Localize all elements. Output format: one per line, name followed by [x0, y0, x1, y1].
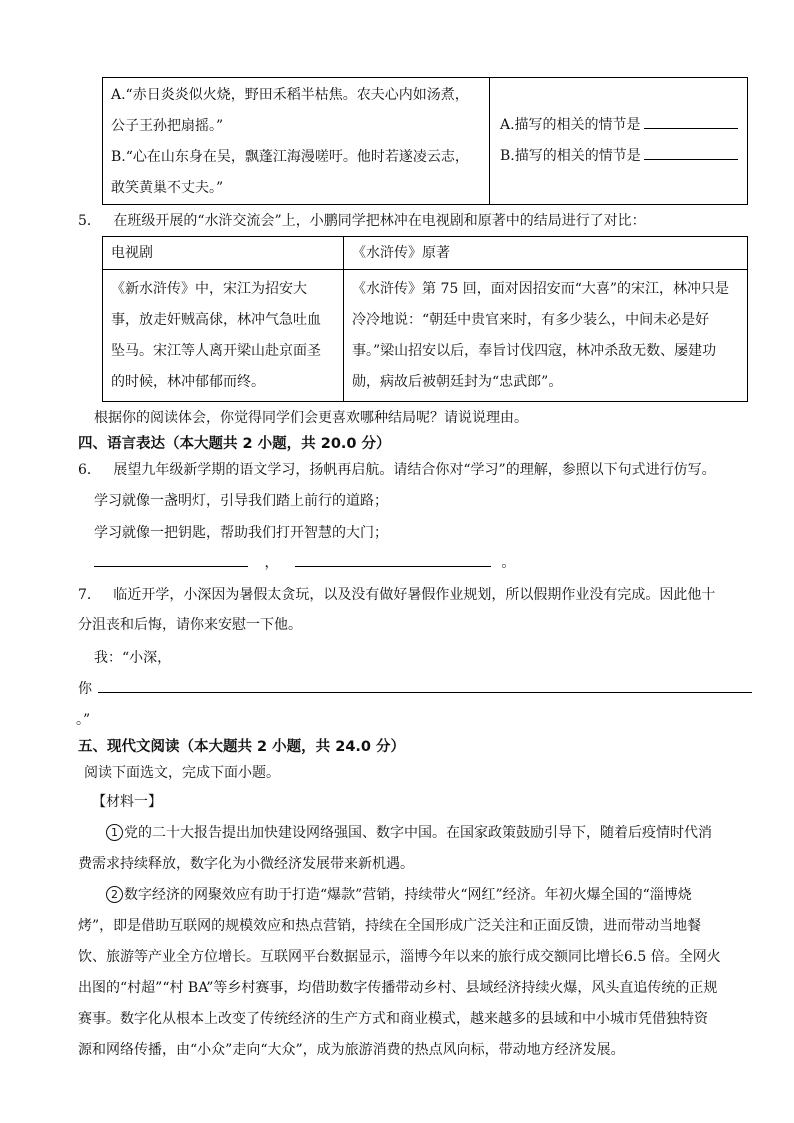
answer-a-blank[interactable]: [644, 127, 738, 129]
paragraph-2-line: 源和网络传播，由“小众”走向“大众”，成为旅游消费的热点风向标，带动地方经济发展。: [78, 1042, 625, 1058]
tv-ending-line: 《新水浒传》中，宋江为招安大: [111, 281, 307, 297]
question-7-line-2: 分沮丧和后悔，请你来安慰一下他。: [78, 617, 302, 633]
answer-a-label: A.描写的相关的情节是: [500, 117, 641, 133]
table-header-novel: 《水浒传》原著: [344, 237, 748, 270]
question-5: [78, 210, 646, 230]
paragraph-text: 党的二十大报告提出加快建设网络强国、数字中国。在国家政策鼓励引导下，随着后疫情时代消: [124, 825, 712, 841]
novel-ending-cell: [344, 270, 748, 402]
poem-line: 公子王孙把扇摇。”: [111, 118, 224, 134]
question-6: [78, 459, 716, 479]
example-sentence-1: 学习就像一盏明灯，引导我们踏上前行的道路；: [94, 493, 388, 509]
table-header-tv: 电视剧: [103, 237, 344, 270]
poem-line: B.“心在山东身在吴，飘蓬江海漫嗟吁。他时若遂凌云志，: [111, 149, 469, 165]
you-label: 你: [78, 681, 92, 697]
paragraph-number-2: 2: [106, 886, 123, 903]
question-5-prompt: 根据你的阅读体会，你觉得同学们会更喜欢哪种结局呢？请说说理由。: [94, 410, 528, 426]
poem-cell: [103, 78, 490, 205]
novel-ending-line: 事。”梁山招安以后，奉旨讨伐四寇，林冲杀敌无数、屡建功: [352, 343, 717, 359]
paragraph-number-1: 1: [106, 824, 123, 841]
plot-answer-cell: [490, 78, 748, 205]
poem-line: 敢笑黄巢不丈夫。”: [111, 180, 224, 196]
question-number: 7．: [78, 587, 101, 603]
speech-close: 。”: [76, 712, 91, 728]
question-text: 临近开学，小深因为暑假太贪玩，以及没有做好暑假作业规划，所以假期作业没有完成。因此他十: [113, 587, 716, 603]
imitation-answer-row: [94, 552, 515, 572]
poem-table: [102, 77, 748, 205]
tv-ending-line: 的时候，林冲郁郁而终。: [111, 374, 265, 390]
section-4-title: 四、语言表达（本大题共 2 小题，共 20.0 分）: [78, 436, 391, 452]
answer-b-blank[interactable]: [644, 158, 738, 160]
paragraph-2-line: 饮、旅游等产业全方位增长。互联网平台数据显示，淄博今年以来的旅行成交额同比增长6.5 倍。全网火: [78, 949, 721, 965]
imitation-blank-1[interactable]: [94, 565, 248, 567]
paragraph-text: 数字经济的网聚效应有助于打造“爆款”营销，持续带火“网红”经济。年初火爆全国的“淄博烧: [124, 887, 692, 903]
example-sentence-2: 学习就像一把钥匙，帮助我们打开智慧的大门；: [94, 525, 388, 541]
paragraph-2-line: [106, 884, 692, 904]
novel-ending-line: 冷冷地说：“朝廷中贵官来时，有多少装么，中间未必是好: [352, 312, 710, 328]
paragraph-1-line: [106, 822, 712, 842]
comfort-answer-blank[interactable]: [98, 691, 752, 693]
tv-ending-line: 坠马。宋江等人离开梁山赴京面圣: [111, 343, 321, 359]
tv-ending-line: 事，放走奸贼高俅，林冲气急吐血: [111, 312, 321, 328]
reading-instruction: 阅读下面选文，完成下面小题。: [84, 765, 280, 781]
paragraph-2-line: 出图的“村超”“村 BA”等乡村赛事，均借助数字传播带动乡村、县域经济持续火爆，风头直追传统的正规: [78, 980, 718, 996]
section-5-title: 五、现代文阅读（本大题共 2 小题，共 24.0 分）: [78, 739, 406, 755]
comfort-answer-row: [78, 678, 752, 698]
answer-b-label: B.描写的相关的情节是: [500, 148, 641, 164]
answer-a-row: [500, 110, 739, 141]
speech-start: 我：“小深，: [94, 650, 172, 666]
paragraph-1-line: 费需求持续释放，数字化为小微经济发展带来新机遇。: [78, 856, 414, 872]
paragraph-2-line: 烤”，即是借助互联网的规模效应和热点营销，持续在全国形成广泛关注和正面反馈，进而带动当地餐: [78, 918, 702, 934]
ending-comparison-table: [102, 236, 748, 402]
poem-line: A.“赤日炎炎似火烧，野田禾稻半枯焦。农夫心内如汤煮，: [111, 87, 469, 103]
period: 。: [501, 555, 516, 571]
paragraph-2-line: 赛事。数字化从根本上改变了传统经济的生产方式和商业模式，越来越多的县域和中小城市凭借独特资: [78, 1011, 708, 1027]
novel-ending-line: 勋，病故后被朝廷封为“忠武郎”。: [352, 374, 563, 390]
question-text: 展望九年级新学期的语文学习，扬帆再启航。请结合你对“学习”的理解，参照以下句式进行仿写。: [113, 462, 716, 478]
question-number: 5．: [78, 213, 101, 229]
tv-ending-cell: [103, 270, 344, 402]
question-7: [78, 584, 715, 604]
comma: ，: [264, 555, 279, 571]
imitation-blank-2[interactable]: [295, 565, 491, 567]
answer-b-row: [500, 141, 739, 172]
question-text: 在班级开展的“水浒交流会”上，小鹏同学把林冲在电视剧和原著中的结局进行了对比：: [113, 213, 646, 229]
novel-ending-line: 《水浒传》第 75 回，面对因招安而“大喜”的宋江，林冲只是: [352, 281, 730, 297]
material-label: 【材料一】: [92, 794, 162, 810]
question-number: 6．: [78, 462, 101, 478]
